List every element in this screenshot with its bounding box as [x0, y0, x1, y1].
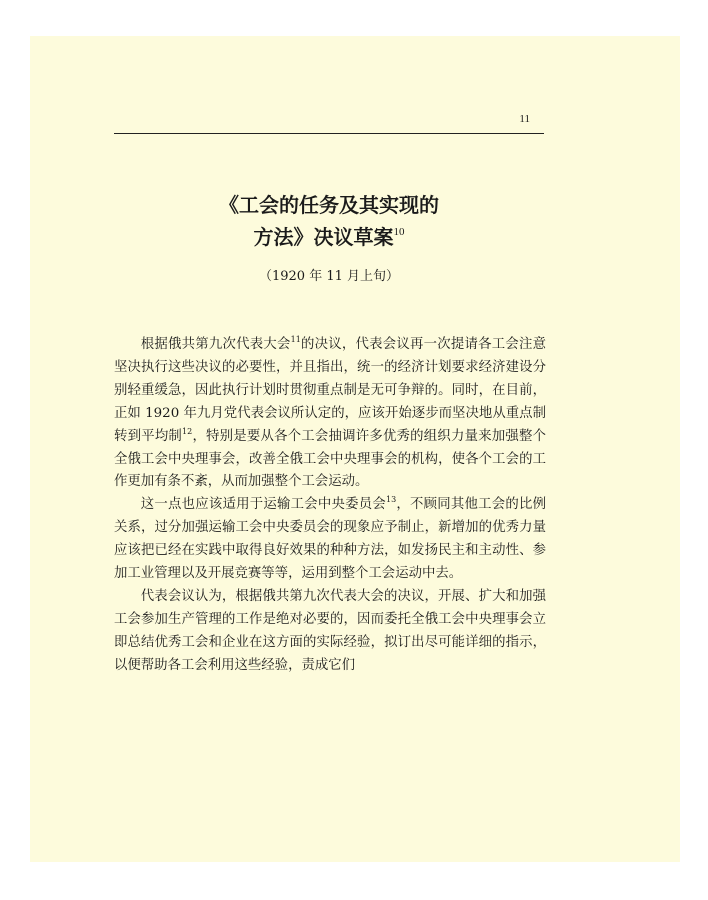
footnote-ref: 12 — [182, 426, 193, 436]
paragraph — [114, 586, 546, 678]
paragraph-text: ，特别是要从各个工会抽调许多优秀的组织力量来加强整个全俄工会中央理事会，改善全俄工会中央理事会的机构，使各个工会的工作更加有条不紊，从而加强整个工会运动。 — [114, 428, 547, 490]
document-date: （1920 年 11 月上旬） — [258, 269, 400, 284]
title-footnote-ref: 10 — [393, 226, 405, 238]
title-line-2 — [114, 219, 544, 251]
paragraph-text: ，不顾同其他工会的比例关系，过分加强运输工会中央委员会的现象应予制止，新增加的优秀力量应该把已经在实践中取得良好效果的种种方法，如发扬民主和主动性、参加工业管理以及开展竞赛等等，运用到整个工会运动中去。 — [114, 497, 547, 582]
paragraph-text: 代表会议认为，根据俄共第九次代表大会的决议，开展、扩大和加强工会参加生产管理的工作是绝对必要的，因而委托全俄工会中央理事会立即总结优秀工会和企业在这方面的实际经验，拟订出尽可能详细的指示，以便帮助各工会利用这些经验，责成它们 — [114, 588, 546, 673]
paragraph — [114, 334, 546, 494]
title-line-2-text: 方法》决议草案 — [253, 225, 394, 249]
paragraph-text: 这一点也应该适用于运输工会中央委员会 — [140, 497, 386, 513]
title-line-1: 《工会的任务及其实现的 — [219, 193, 439, 217]
paragraph-text: 的决议，代表会议再一次提请各工会注意坚决执行这些决议的必要性，并且指出，统一的经济计划要求经济建设分别轻重缓急，因此执行计划时贯彻重点制是无可争辩的。同时，在目前，正如 1920 年九月党代表会议所认定的，应该开始逐步而坚决地从重点制转到平均制 — [114, 337, 547, 444]
header-rule — [114, 133, 544, 134]
paragraph-text: 根据俄共第九次代表大会 — [140, 337, 291, 352]
page-number: 11 — [519, 113, 530, 125]
footnote-ref: 13 — [385, 495, 397, 505]
document-title — [114, 192, 544, 251]
footnote-ref: 11 — [290, 335, 301, 344]
body-text — [114, 334, 546, 678]
paragraph — [114, 494, 546, 586]
